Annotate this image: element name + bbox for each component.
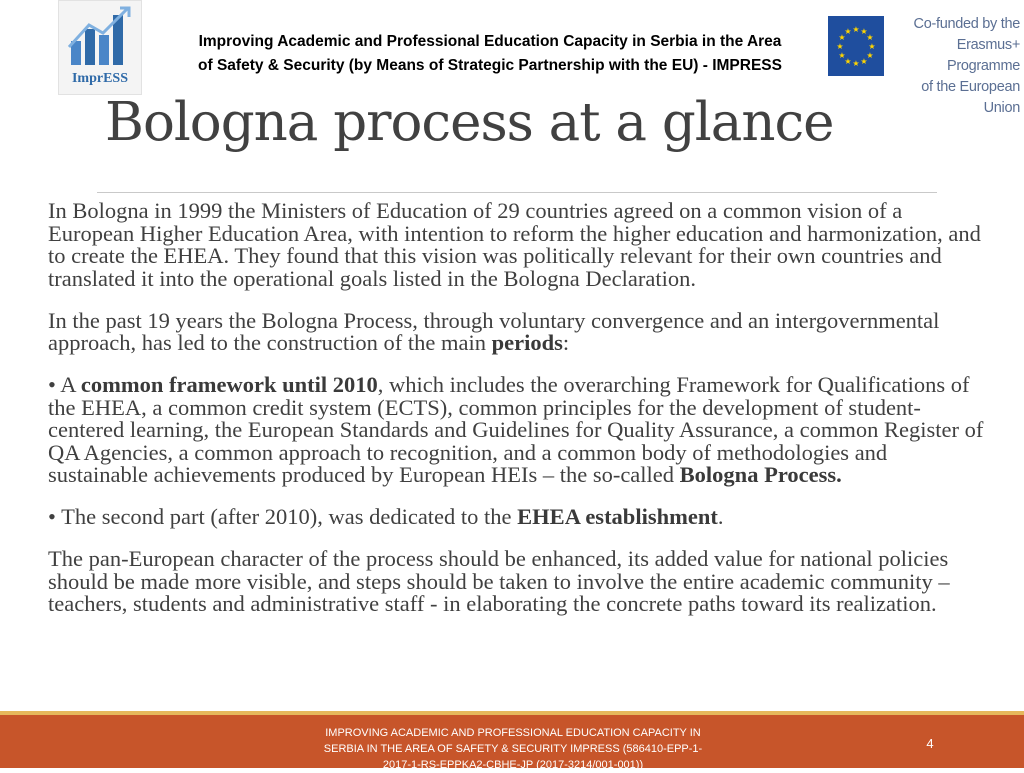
svg-text:★: ★ xyxy=(852,59,860,68)
svg-text:★: ★ xyxy=(838,51,846,60)
emphasis-text: Bologna Process. xyxy=(679,462,842,487)
paragraph-text: : xyxy=(562,330,570,355)
bar-chart-logo-icon xyxy=(67,5,135,67)
paragraph-conclusion: The pan-European character of the process should be enhanced, its added value for national policies should be made more visible, and steps should be taken to involve the entire academic community – teachers, students and administrative staff - in elaborating the concrete paths toward its realization. xyxy=(48,546,950,616)
emphasis-text: EHEA establishment xyxy=(517,504,718,529)
slide-title: Bologna process at a glance xyxy=(105,92,834,153)
footer-bar xyxy=(0,711,1024,771)
erasmus-caption-line: of the European Union xyxy=(921,79,1020,116)
svg-text:★: ★ xyxy=(852,25,860,34)
bullet-ehea-establishment xyxy=(48,506,988,529)
svg-text:★: ★ xyxy=(860,27,868,36)
footer-text: IMPROVING ACADEMIC AND PROFESSIONAL EDUCATION CAPACITY IN SERBIA IN THE AREA OF SAFETY & SECURITY IMPRESS (586410-EPP-1-2017-1-RS-EPPKA2-CBHE-JP (2017-3214/001-001)) xyxy=(323,727,703,771)
impress-logo xyxy=(58,0,142,95)
bullet-text: . xyxy=(717,504,724,529)
bullet-text: • A xyxy=(48,372,81,397)
svg-text:★: ★ xyxy=(844,57,852,66)
svg-text:★: ★ xyxy=(866,51,874,60)
page-number: 4 xyxy=(926,736,934,751)
svg-text:★: ★ xyxy=(844,27,852,36)
svg-text:★: ★ xyxy=(860,57,868,66)
title-divider xyxy=(97,192,937,193)
project-title: Improving Academic and Professional Education Capacity in Serbia in the Area of Safety & Security (by Means of Strategic Partnership with the EU) - IMPRESS xyxy=(198,33,782,74)
emphasis-text: common framework until 2010 xyxy=(80,372,378,397)
emphasis-text: periods xyxy=(491,330,563,355)
logo-label: ImprESS xyxy=(71,71,129,86)
bullet-common-framework xyxy=(48,374,988,487)
svg-text:★: ★ xyxy=(868,42,876,51)
bullet-text: , which includes the overarching Framework for Qualifications of the EHEA, a common credit system (ECTS), common principles for the development of student-centered learning, the European Standards and Guidelines for Quality Assurance, a common Register of QA Agencies, a common approach to recognition, and a common body of methodologies and sustainable achievements produced by European HEIs – the so-called xyxy=(48,372,984,487)
bullet-text: • The second part (after 2010), was dedicated to the xyxy=(48,504,518,529)
paragraph-intro: In Bologna in 1999 the Ministers of Education of 29 countries agreed on a common vision of a European Higher Education Area, with intention to reform the higher education and harmonization, and to create the EHEA. They found that this vision was politically relevant for their own countries and translated it into the operational goals listed in the Bologna Declaration. xyxy=(48,198,981,291)
erasmus-caption-line: Co-funded by the xyxy=(913,16,1020,32)
erasmus-caption xyxy=(892,14,1020,119)
paragraph-periods xyxy=(48,307,988,355)
erasmus-caption-line: Erasmus+ Programme xyxy=(946,37,1020,74)
svg-text:★: ★ xyxy=(866,33,874,42)
svg-text:★: ★ xyxy=(836,42,844,51)
paragraph-text: In the past 19 years the Bologna Process, through voluntary convergence and an intergovernmental approach, has led to the construction of the main xyxy=(48,307,940,355)
eu-flag-icon xyxy=(828,16,884,76)
slide-body xyxy=(48,200,988,635)
svg-text:★: ★ xyxy=(838,33,846,42)
